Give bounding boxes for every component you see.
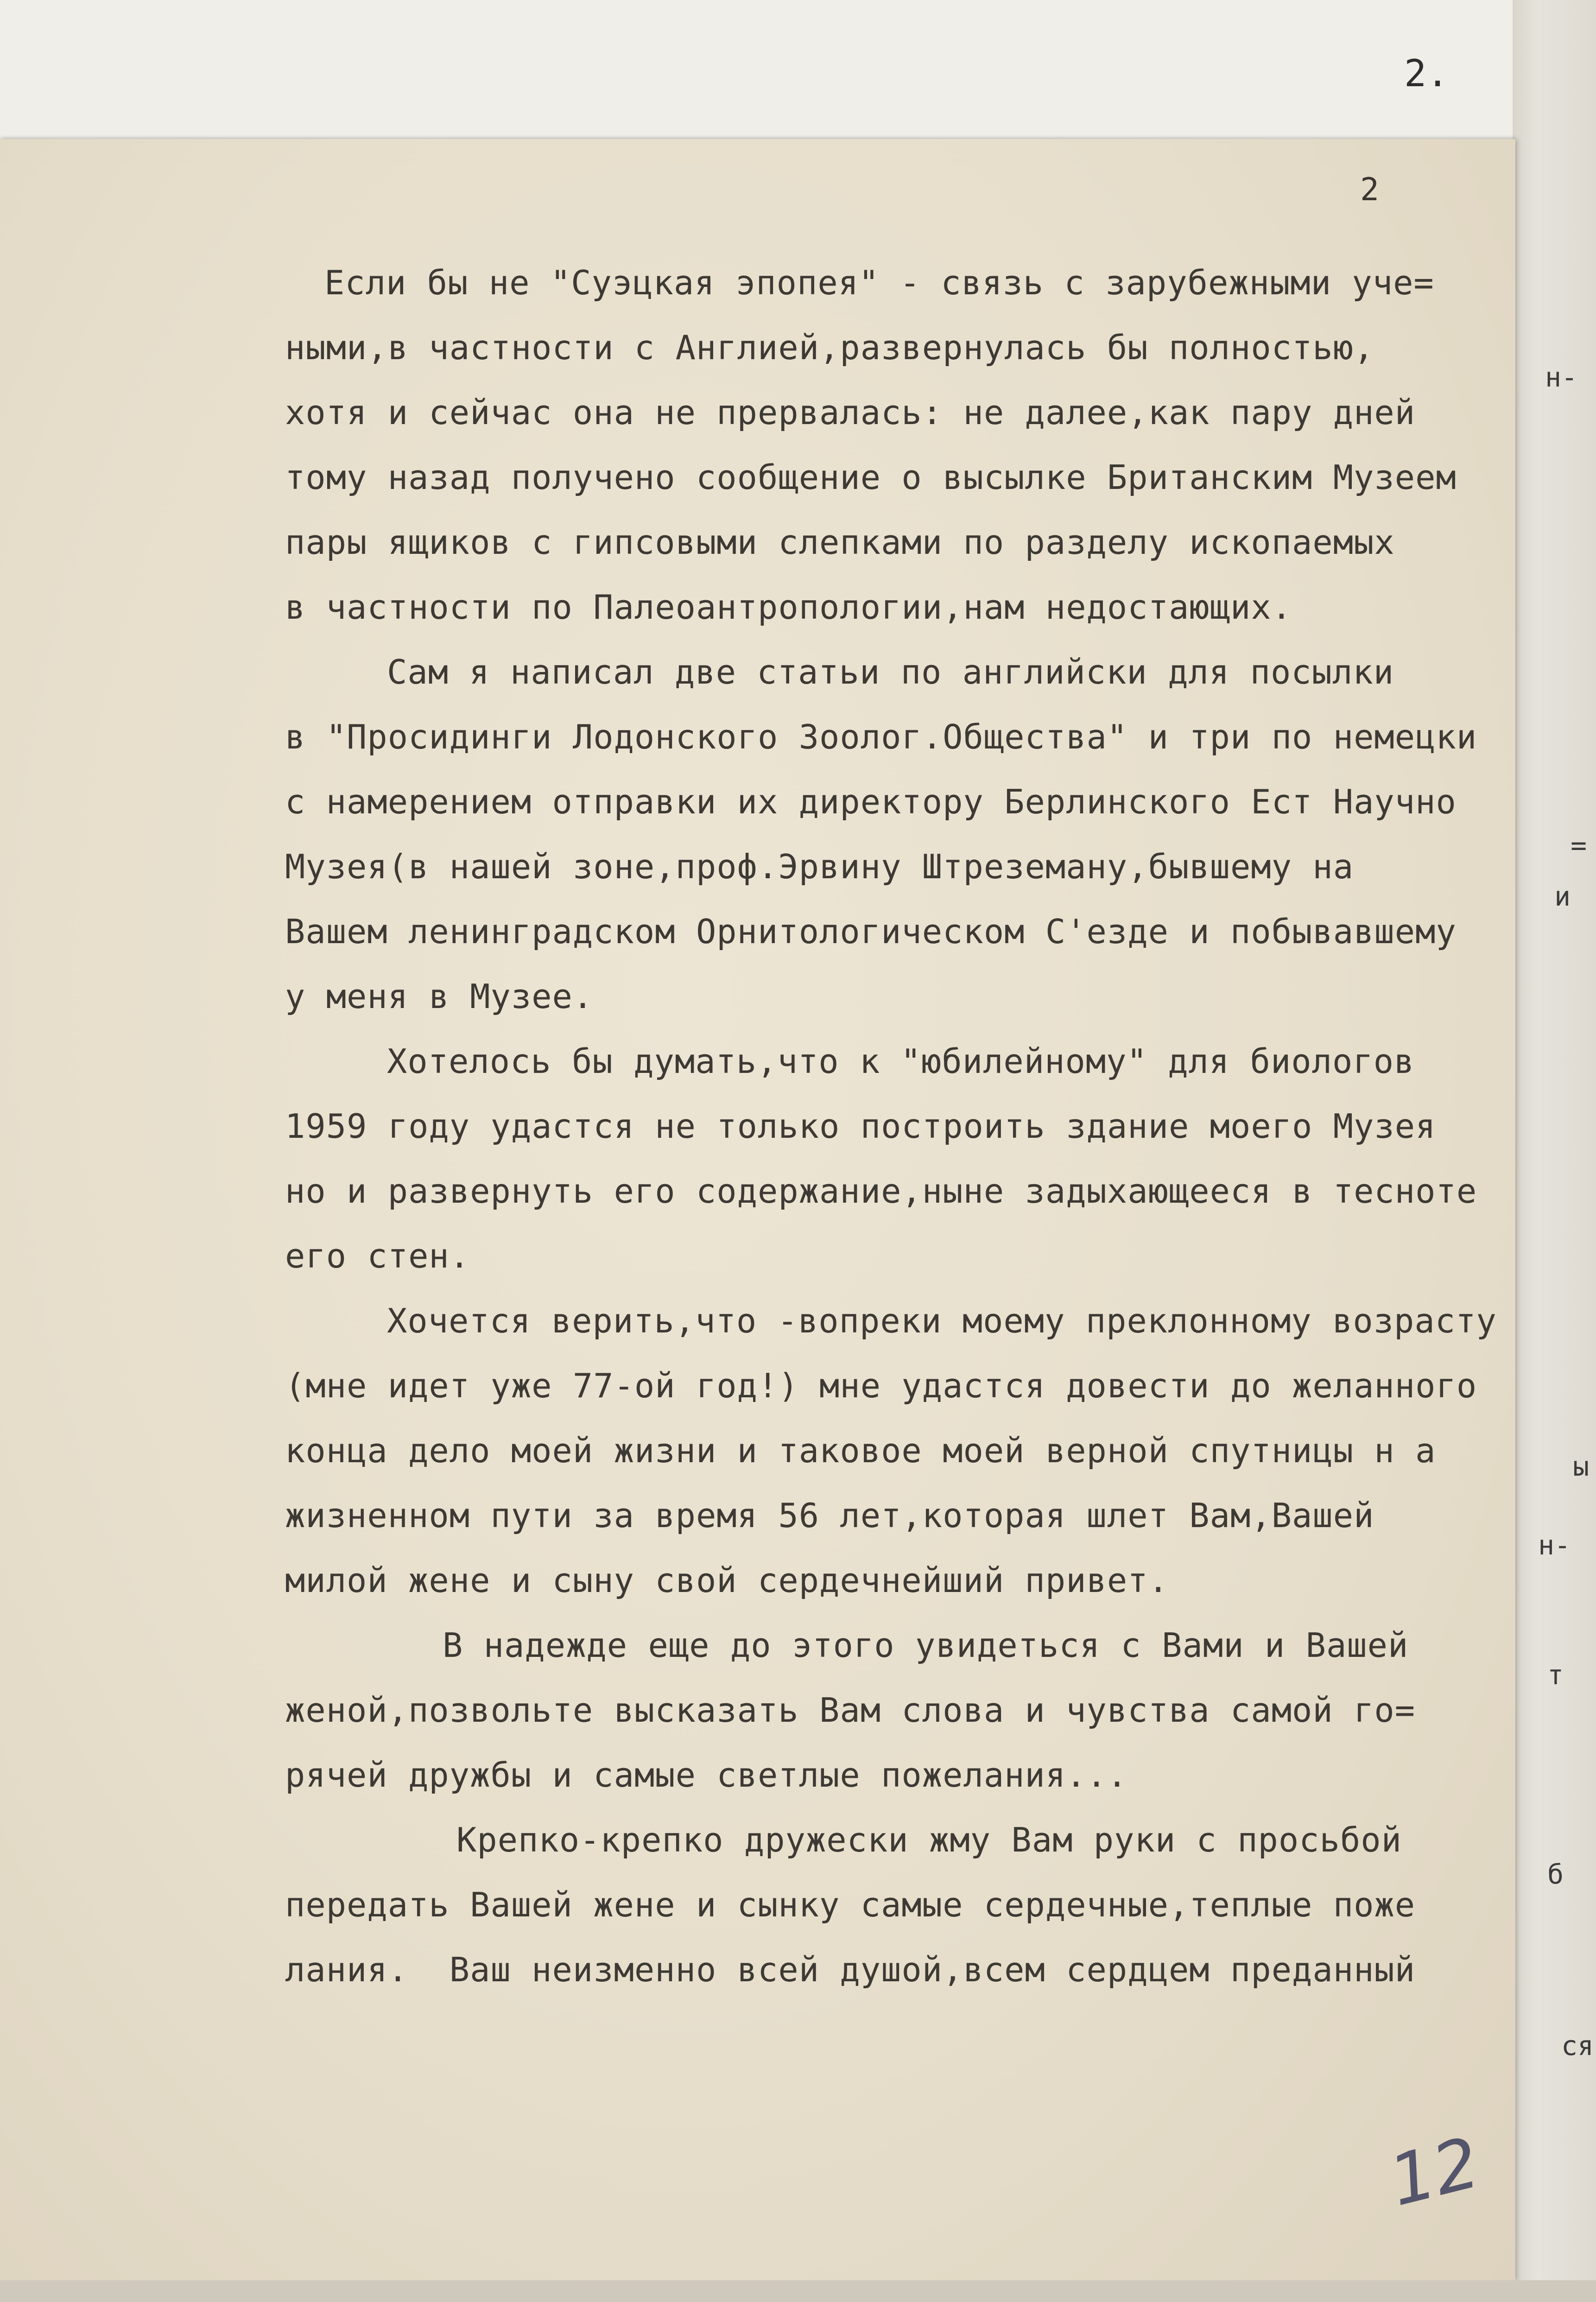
text-line: у меня в Музее. [285, 977, 594, 1016]
edge-fragment: б [1547, 1858, 1564, 1890]
edge-fragment: и [1554, 881, 1571, 912]
text-line: в частности по Палеоантропологии,нам недостающих. [285, 588, 1292, 627]
text-line: в "Просидинги Лодонского Зоолог.Общества" и три по немецки [285, 717, 1477, 756]
text-line: 1959 году удастся не только построить здание моего Музея [285, 1107, 1436, 1146]
edge-fragment: ы [1573, 1451, 1589, 1482]
text-line: Хотелось бы думать,что к "юбилейному" для биологов [387, 1042, 1415, 1081]
text-line: жизненном пути за время 56 лет,которая шлет Вам,Вашей [285, 1496, 1374, 1535]
edge-fragment: н- [1538, 1529, 1571, 1561]
text-line: хотя и сейчас она не прервалась: не далее,как пару дней [285, 393, 1416, 432]
bottom-edge [0, 2280, 1596, 2302]
text-line: тому назад получено сообщение о высылке Британским Музеем [285, 458, 1457, 497]
text-line: Музея(в нашей зоне,проф.Эрвину Штреземану,бывшему на [285, 847, 1354, 886]
text-line: конца дело моей жизни и таковое моей верной спутницы н а [285, 1431, 1436, 1470]
text-line: пары ящиков с гипсовыми слепками по разделу ископаемых [285, 523, 1395, 562]
text-line: (мне идет уже 77-ой год!) мне удастся довести до желанного [285, 1366, 1477, 1405]
text-line: передать Вашей жене и сынку самые сердечные,теплые поже [285, 1885, 1416, 1924]
text-line: Вашем ленинградском Орнитологическом С'езде и побывавшему [285, 912, 1457, 951]
text-line: его стен. [285, 1237, 470, 1275]
back-page-number: 2. [1404, 52, 1449, 95]
text-line: рячей дружбы и самые светлые пожелания... [285, 1756, 1128, 1795]
edge-fragment: ся [1561, 2030, 1594, 2061]
edge-fragment: н- [1545, 361, 1577, 393]
text-line: но и развернуть его содержание,ныне задыхающееся в тесноте [285, 1172, 1477, 1211]
text-line: с намерением отправки их директору Берлинского Ест Научно [285, 782, 1457, 821]
front-sheet [0, 139, 1515, 2280]
front-page-number: 2 [1360, 171, 1379, 208]
text-line: В надежде еще до этого увидеться с Вами и Вашей [443, 1626, 1409, 1665]
edge-fragment: т [1547, 1659, 1564, 1691]
text-line: женой,позвольте высказать Вам слова и чувства самой го= [285, 1691, 1416, 1730]
text-line: милой жене и сыну свой сердечнейший привет. [285, 1561, 1169, 1600]
edge-fragment: = [1571, 830, 1587, 861]
text-line: Хочется верить,что -вопреки моему преклонному возрасту [387, 1301, 1497, 1340]
text-line: Крепко-крепко дружески жму Вам руки с просьбой [456, 1820, 1402, 1859]
archive-folio-number: 12 [1381, 2122, 1488, 2222]
right-edge-strip [1513, 0, 1596, 2302]
text-line: лания. Ваш неизменно всей душой,всем сердцем преданный [285, 1950, 1416, 1989]
text-line: Сам я написал две статьи по английски для посылки [387, 653, 1394, 691]
text-line: Если бы не "Суэцкая эпопея" - связь с зарубежными уче= [324, 263, 1434, 302]
text-line: ными,в частности с Англией,развернулась бы полностью, [285, 328, 1374, 367]
letter-body [285, 250, 1504, 2002]
